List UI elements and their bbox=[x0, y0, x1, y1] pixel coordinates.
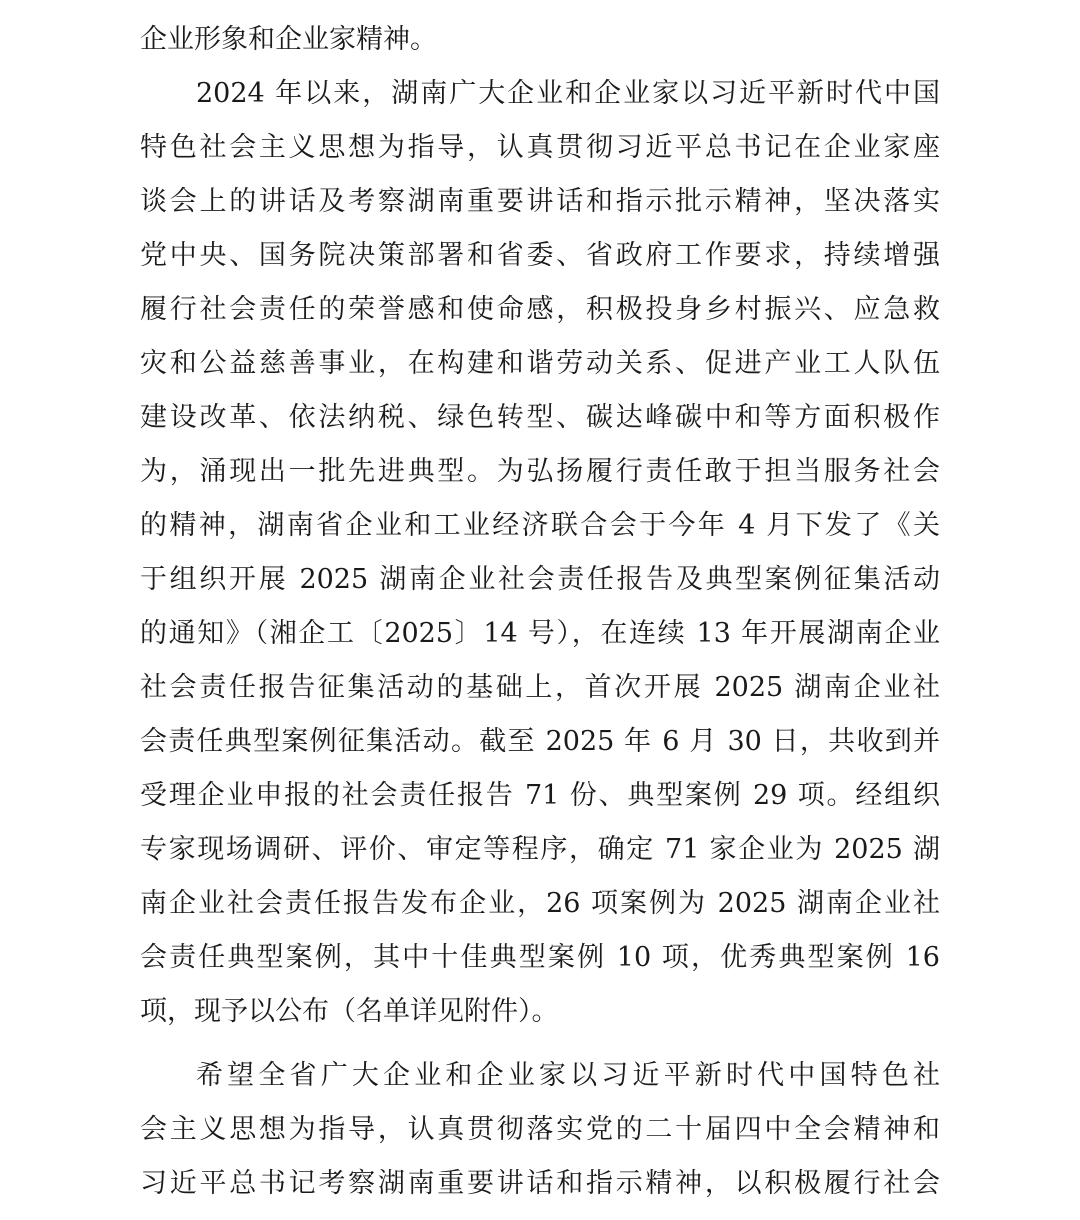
text-line: 灾和公益慈善事业，在构建和谐劳动关系、促进产业工人队伍 bbox=[140, 348, 940, 379]
text-line: 会责任典型案例征集活动。截至 2025 年 6 月 30 日，共收到并 bbox=[140, 726, 940, 757]
text-line: 谈会上的讲话及考察湖南重要讲话和指示批示精神，坚决落实 bbox=[140, 186, 940, 217]
text-line: 的通知》（湘企工〔2025〕14 号），在连续 13 年开展湖南企业 bbox=[140, 618, 940, 649]
text-line: 履行社会责任的荣誉感和使命感，积极投身乡村振兴、应急救 bbox=[140, 294, 940, 325]
text-line: 的精神，湖南省企业和工业经济联合会于今年 4 月下发了《关 bbox=[140, 510, 940, 541]
text-line: 特色社会主义思想为指导，认真贯彻习近平总书记在企业家座 bbox=[140, 132, 940, 163]
text-line: 会责任典型案例，其中十佳典型案例 10 项，优秀典型案例 16 bbox=[140, 942, 940, 973]
text-line: 会主义思想为指导，认真贯彻落实党的二十届四中全会精神和 bbox=[140, 1114, 940, 1145]
text-line: 项，现予以公布（名单详见附件）。 bbox=[140, 996, 559, 1027]
text-line: 于组织开展 2025 湖南企业社会责任报告及典型案例征集活动 bbox=[140, 564, 940, 595]
text-line: 习近平总书记考察湖南重要讲话和指示精神，以积极履行社会 bbox=[140, 1168, 940, 1199]
text-line: 社会责任报告征集活动的基础上，首次开展 2025 湖南企业社 bbox=[140, 672, 940, 703]
text-line: 希望全省广大企业和企业家以习近平新时代中国特色社 bbox=[196, 1060, 940, 1091]
text-line: 企业形象和企业家精神。 bbox=[140, 24, 437, 55]
text-line: 受理企业申报的社会责任报告 71 份、典型案例 29 项。经组织 bbox=[140, 780, 940, 811]
text-line: 党中央、国务院决策部署和省委、省政府工作要求，持续增强 bbox=[140, 240, 940, 271]
text-line: 建设改革、依法纳税、绿色转型、碳达峰碳中和等方面积极作 bbox=[140, 402, 940, 433]
text-line: 为，涌现出一批先进典型。为弘扬履行责任敢于担当服务社会 bbox=[140, 456, 940, 487]
text-line: 2024 年以来，湖南广大企业和企业家以习近平新时代中国 bbox=[196, 78, 940, 109]
text-line: 专家现场调研、评价、审定等程序，确定 71 家企业为 2025 湖 bbox=[140, 834, 940, 865]
text-line: 南企业社会责任报告发布企业，26 项案例为 2025 湖南企业社 bbox=[140, 888, 940, 919]
